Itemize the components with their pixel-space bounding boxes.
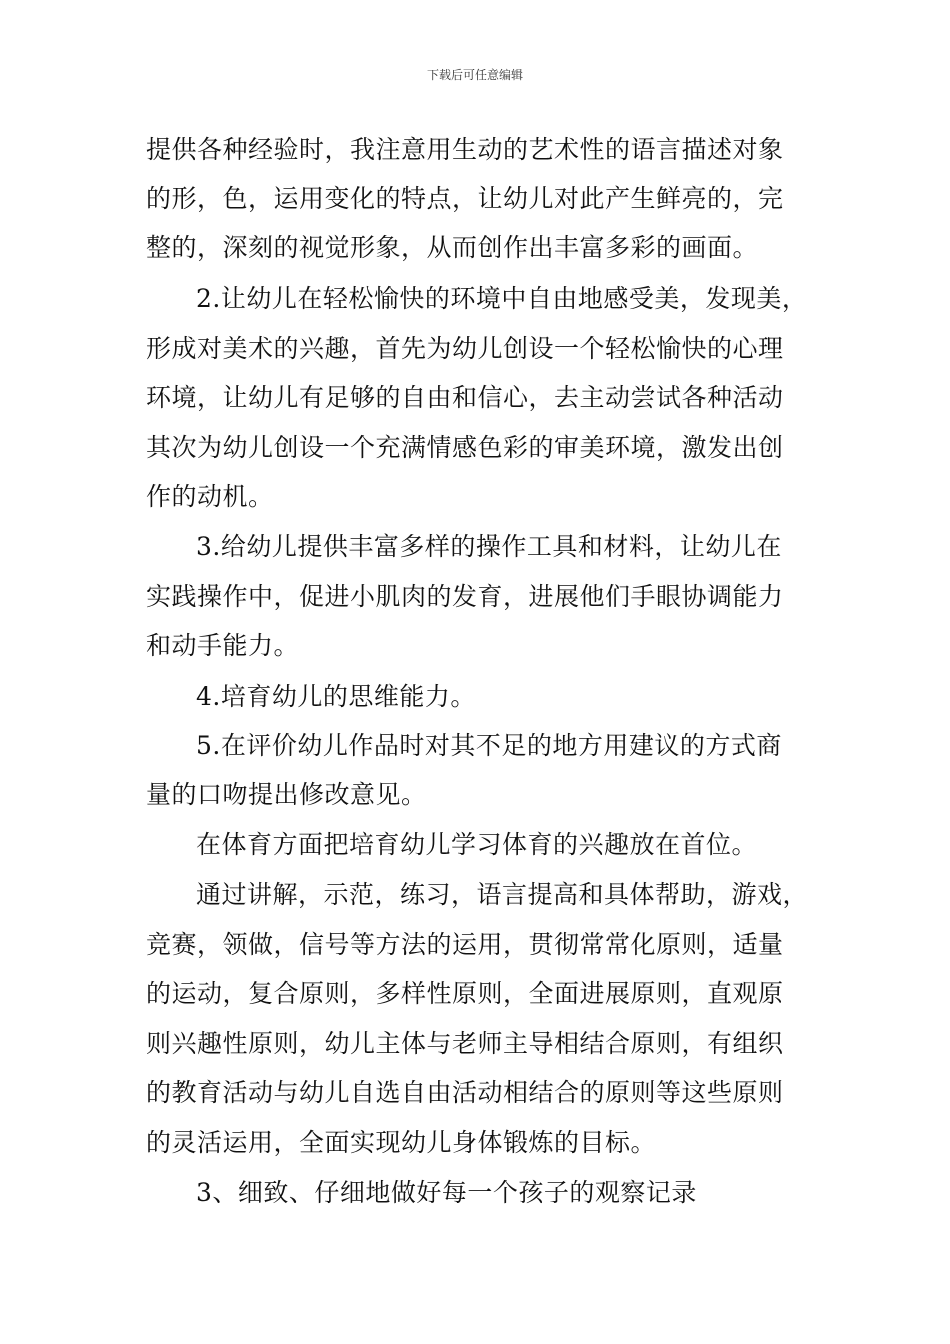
text-line: 则兴趣性原则，幼儿主体与老师主导相结合原则，有组织 [146, 1029, 784, 1058]
text-line: 3、细致、仔细地做好每一个孩子的观察记录 [196, 1178, 697, 1207]
text-line: 3.给幼儿提供丰富多样的操作工具和材料，让幼儿在 [196, 532, 782, 561]
text-line: 的教育活动与幼儿自选自由活动相结合的原则等这些原则 [146, 1078, 784, 1107]
page-header: 下载后可任意编辑 [426, 68, 523, 82]
text-line: 提供各种经验时，我注意用生动的艺术性的语言描述对象 [146, 135, 784, 164]
text-line: 形成对美术的兴趣，首先为幼儿创设一个轻松愉快的心理 [146, 334, 784, 363]
text-line: 环境，让幼儿有足够的自由和信心，去主动尝试各种活动 [146, 383, 784, 412]
text-line: 实践操作中，促进小肌肉的发育，进展他们手眼协调能力 [146, 582, 784, 611]
text-line: 的运动，复合原则，多样性原则，全面进展原则，直观原 [146, 979, 784, 1008]
text-line: 在体育方面把培育幼儿学习体育的兴趣放在首位。 [196, 830, 758, 859]
text-line: 其次为幼儿创设一个充满情感色彩的审美环境，激发出创 [146, 433, 784, 462]
text-line: 量的口吻提出修改意见。 [146, 780, 427, 809]
text-line: 整的，深刻的视觉形象，从而创作出丰富多彩的画面。 [146, 233, 759, 262]
text-line: 和动手能力。 [146, 631, 300, 660]
text-line: 作的动机。 [146, 482, 274, 511]
text-line: 竞赛，领做，信号等方法的运用，贯彻常常化原则，适量 [146, 930, 784, 959]
text-line: 4.培育幼儿的思维能力。 [196, 682, 476, 711]
text-line: 2.让幼儿在轻松愉快的环境中自由地感受美，发现美， [196, 284, 808, 313]
text-line: 的形，色，运用变化的特点，让幼儿对此产生鲜亮的，完 [146, 184, 784, 213]
text-line: 的灵活运用，全面实现幼儿身体锻炼的目标。 [146, 1128, 657, 1157]
text-line: 通过讲解，示范，练习，语言提高和具体帮助，游戏， [196, 880, 809, 909]
text-line: 5.在评价幼儿作品时对其不足的地方用建议的方式商 [196, 731, 782, 760]
